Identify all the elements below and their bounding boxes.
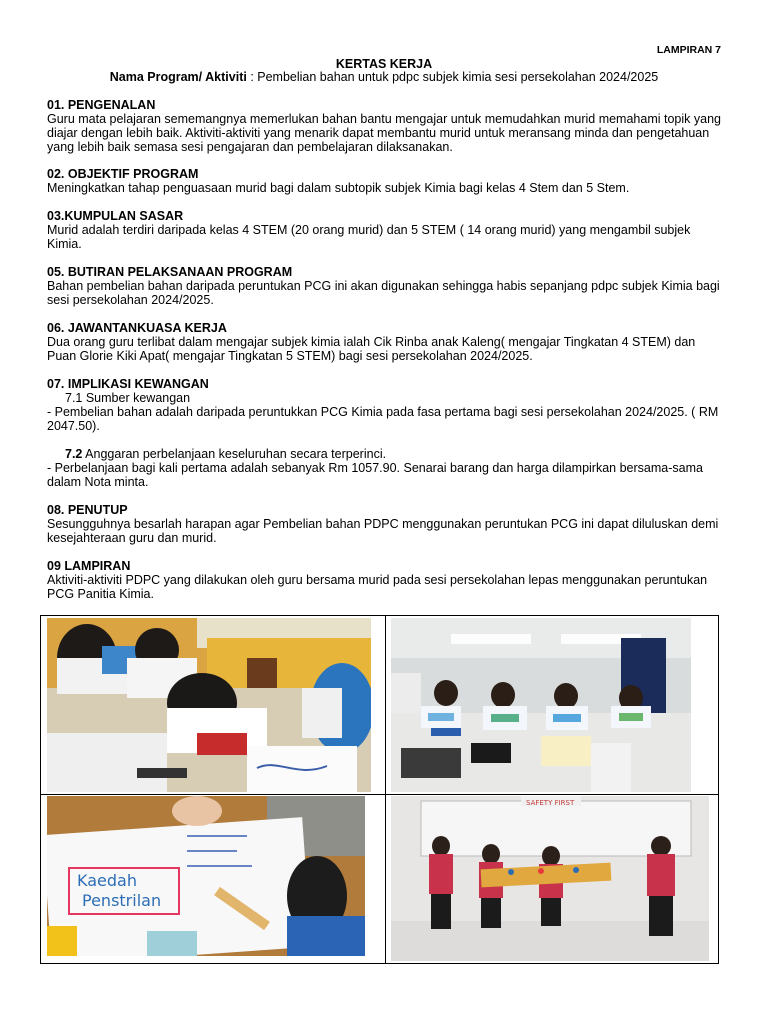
attachment-label: LAMPIRAN 7 [656, 44, 721, 56]
section-heading: 02. OBJEKTIF PROGRAM [47, 167, 199, 181]
photo-students-showing-work [391, 618, 691, 792]
section-lampiran [47, 559, 727, 601]
section-body: Murid adalah terdiri daripada kelas 4 STEM (20 orang murid) dan 5 STEM ( 14 orang murid) yang mengambil subjek Kimia. [47, 223, 691, 251]
section-jawatankuasa [47, 321, 727, 363]
grid-divider-vertical [385, 616, 386, 963]
section-heading: 08. PENUTUP [47, 503, 128, 517]
banner-text: SAFETY FIRST [526, 799, 575, 807]
photo-students-group-board [391, 796, 709, 961]
section-body: Dua orang guru terlibat dalam mengajar subjek kimia ialah Cik Rinba anak Kaleng( mengajar Tingkatan 4 STEM) dan Puan Glorie Kiki Apat( mengajar Tingkatan 5 STEM) bagi sesi persekolahan 2024/2025. [47, 335, 696, 363]
section-pengenalan [47, 98, 727, 154]
subsection-number: 7.2 [65, 447, 83, 461]
photo-poster-activity [47, 796, 365, 956]
section-penutup [47, 503, 727, 545]
section-butiran [47, 265, 727, 307]
photo-students-drawing [47, 618, 371, 792]
subsection-body: - Perbelanjaan bagi kali pertama adalah sebanyak Rm 1057.90. Senarai barang dan harga dilampirkan bersama-sama dalam Nota minta. [47, 461, 703, 489]
subsection-label-2 [47, 447, 727, 461]
section-body: Bahan pembelian bahan daripada peruntukan PCG ini akan digunakan sehingga habis sepanjang pdpc subjek Kimia bagi sesi persekolahan 2024/2025. [47, 279, 720, 307]
program-label: Nama Program/ Aktiviti [109, 70, 247, 84]
subsection-label: 7.1 Sumber kewangan [65, 391, 191, 405]
section-heading: 01. PENGENALAN [47, 98, 156, 112]
section-body: Meningkatkan tahap penguasaan murid bagi dalam subtopik subjek Kimia bagi kelas 4 Stem dan 5 Stem. [47, 181, 630, 195]
section-implikasi-kewangan [47, 377, 727, 489]
section-heading: 05. BUTIRAN PELAKSANAAN PROGRAM [47, 265, 293, 279]
poster-heading-text: Kaedah [77, 871, 137, 890]
section-heading: 09 LAMPIRAN [47, 559, 131, 573]
section-body: Aktiviti-aktiviti PDPC yang dilakukan oleh guru bersama murid pada sesi persekolahan lepas menggunakan peruntukan PCG Panitia Kimia. [47, 573, 708, 601]
section-heading: 06. JAWANTANKUASA KERJA [47, 321, 227, 335]
program-name-line [0, 70, 768, 84]
section-kumpulan-sasar [47, 209, 727, 251]
section-body: Guru mata pelajaran sememangnya memerlukan bahan bantu mengajar untuk memudahkan murid memahami topik yang diajar dengan lebih baik. Aktiviti-aktiviti yang menarik dapat membantu murid untuk meransang minda dan pengetahuan yang lebih baik semasa sesi pengajaran dan pembelajaran dilaksanakan. [47, 112, 721, 154]
poster-heading-text-2: Penstrilan [82, 891, 162, 910]
subsection-body: - Pembelian bahan adalah daripada peruntukkan PCG Kimia pada fasa pertama bagi sesi persekolahan 2024/2025. ( RM 2047.50). [47, 405, 719, 433]
photo-grid [40, 615, 719, 964]
section-body: Sesungguhnya besarlah harapan agar Pembelian bahan PDPC menggunakan peruntukan PCG ini dapat diluluskan demi kesejahteraan guru dan murid. [47, 517, 719, 545]
subsection-title: Anggaran perbelanjaan keseluruhan secara terperinci. [82, 447, 387, 461]
grid-divider-horizontal [41, 794, 718, 795]
section-heading: 07. IMPLIKASI KEWANGAN [47, 377, 209, 391]
section-heading: 03.KUMPULAN SASAR [47, 209, 184, 223]
section-objektif [47, 167, 727, 195]
document-title: KERTAS KERJA [335, 57, 433, 71]
program-value: : Pembelian bahan untuk pdpc subjek kimia sesi persekolahan 2024/2025 [246, 70, 659, 84]
